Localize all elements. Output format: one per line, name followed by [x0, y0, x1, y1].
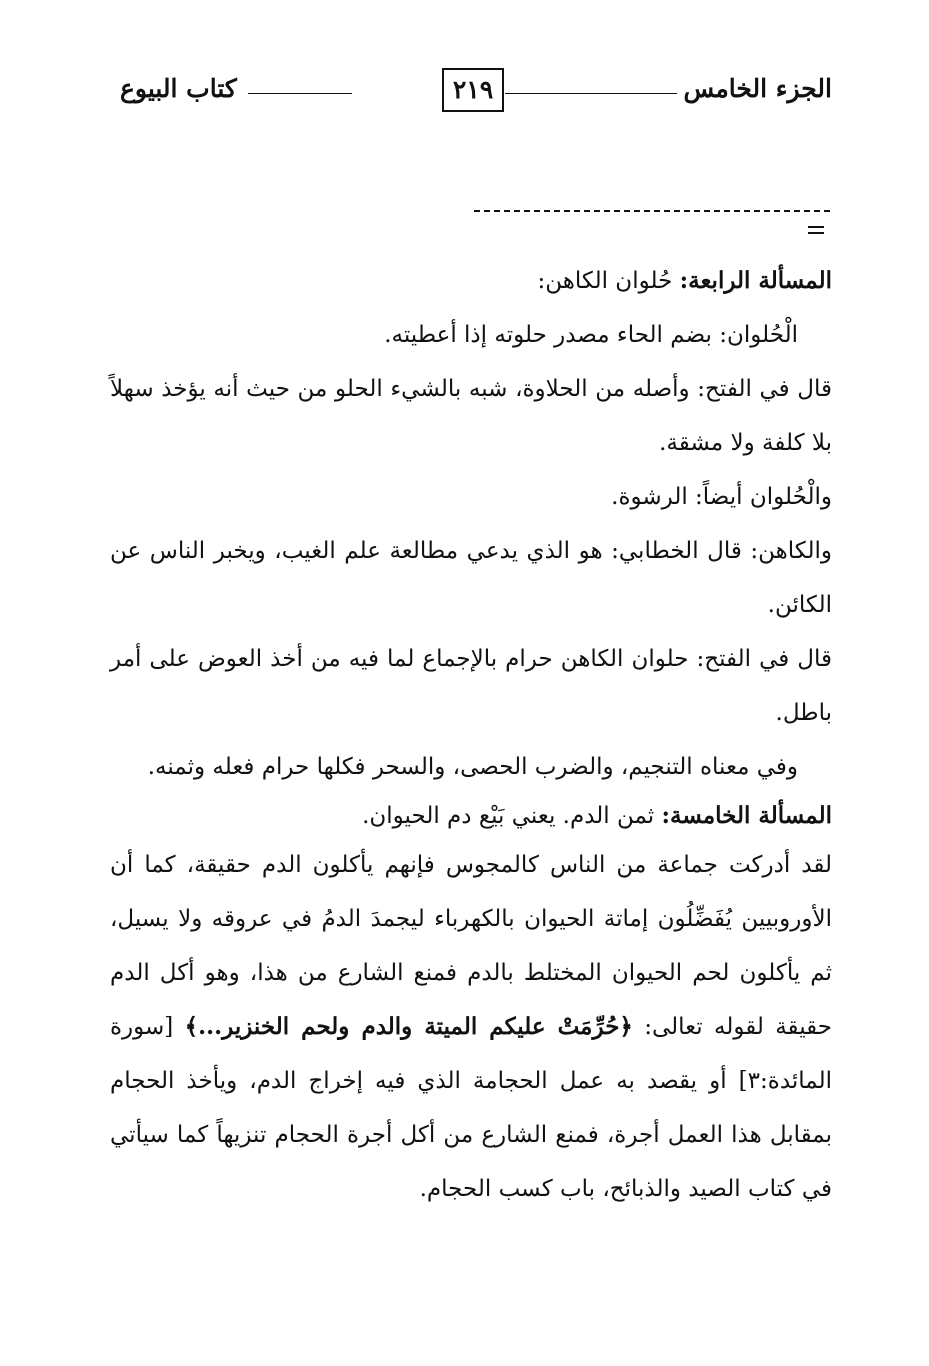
running-header [110, 68, 832, 118]
paragraph-text-after: [سورة المائدة:٣] أو يقصد به عمل الحجامة الذي فيه إخراج الدم، ويأخذ الحجام بمقابل هذا العمل أجرة، فمنع الشارع من أكل أجرة الحجام تنزيهاً كما سيأتي في كتاب الصيد والذبائح، باب كسب الحجام. [110, 1014, 832, 1202]
paragraph [110, 838, 832, 1216]
quran-quote: ﴿حُرِّمَتْ عليكم الميتة والدم ولحم الخنزير...﴾ [184, 1013, 633, 1040]
issue-heading-5 [110, 794, 832, 838]
section-separator [474, 210, 830, 212]
header-rule-left [248, 93, 352, 94]
paragraph: الْحُلوان: بضم الحاء مصدر حلوته إذا أعطيته. [384, 322, 798, 348]
page-body [110, 254, 832, 1216]
header-rule-right [505, 93, 677, 94]
paragraph-text: لقد أدركت جماعة من الناس كالمجوس فإنهم يأكلون الدم حقيقة، كما أن الأوروبيين يُفَضِّلُون إماتة الحيوان بالكهرباء ليجمدَ الدمُ في عروقه ولا يسيل، ثم يأكلون لحم الحيوان المختلط بالدم فمنع الشارع من هذا، وهو أكل الدم حقيقة لقوله تعالى: [110, 852, 832, 1040]
continuation-mark [808, 226, 824, 238]
paragraph: والْحُلوان أيضاً: الرشوة. [611, 484, 832, 510]
issue-heading-4 [110, 254, 832, 308]
page-number: ٢١٩ [442, 68, 504, 112]
paragraph: وفي معناه التنجيم، والضرب الحصى، والسحر فكلها حرام فعله وثمنه. [147, 754, 798, 780]
paragraph: قال في الفتح: حلوان الكاهن حرام بالإجماع لما فيه من أخذ العوض على أمر باطل. [110, 646, 832, 726]
issue-label: المسألة الخامسة: [661, 802, 832, 829]
issue-label: المسألة الرابعة: [679, 267, 832, 294]
volume-title: الجزء الخامس [683, 74, 832, 103]
paragraph: قال في الفتح: وأصله من الحلاوة، شبه بالشيء الحلو من حيث أنه يؤخذ سهلاً بلا كلفة ولا مشقة. [110, 376, 832, 456]
issue-title: حُلوان الكاهن: [537, 268, 680, 294]
issue-title: ثمن الدم. يعني بَيْع دم الحيوان. [362, 803, 662, 829]
paragraph: والكاهن: قال الخطابي: هو الذي يدعي مطالعة علم الغيب، ويخبر الناس عن الكائن. [110, 538, 832, 618]
book-title: كتاب البيوع [120, 74, 237, 103]
